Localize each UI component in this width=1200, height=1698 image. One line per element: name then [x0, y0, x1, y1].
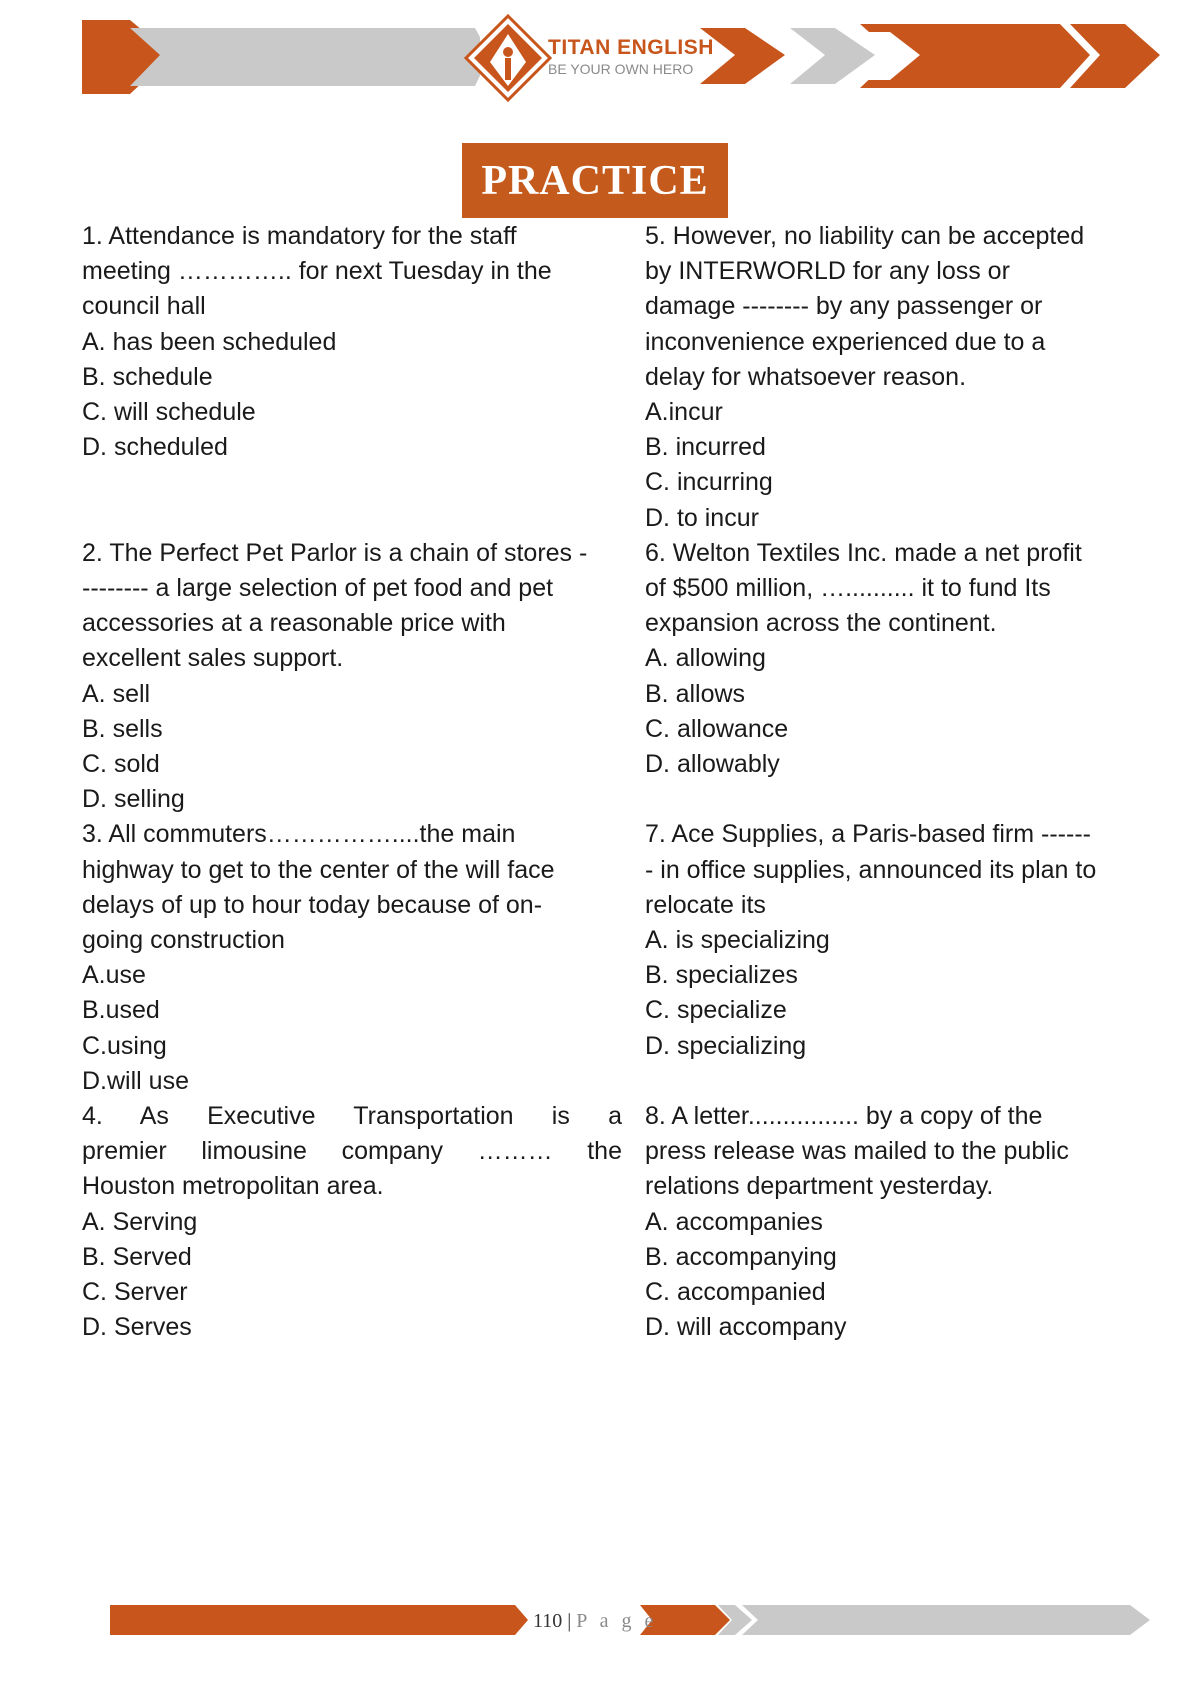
answer-option: A. Serving — [82, 1207, 198, 1236]
question-text-line: inconvenience experienced due to a — [645, 327, 1046, 356]
question-stem: 8. A letter................ by a copy of the — [645, 1102, 1043, 1131]
question-text-line: excellent sales support. — [82, 644, 344, 673]
answer-option: D. selling — [82, 785, 185, 814]
page-number-value: 110 — [533, 1610, 563, 1632]
answer-option: B.used — [82, 996, 160, 1025]
question-text-line: delay for whatsoever reason. — [645, 362, 967, 391]
answer-option: C. specialize — [645, 996, 787, 1025]
answer-option: A.use — [82, 961, 146, 990]
answer-option: B. schedule — [82, 362, 213, 391]
spacer — [82, 465, 622, 535]
answer-option: C.using — [82, 1031, 167, 1060]
question-text-line: delays of up to hour today because of on- — [82, 890, 543, 919]
question-text-line: of $500 million, ….......... it to fund Its — [645, 574, 1051, 603]
page-label: P a g e — [576, 1610, 658, 1632]
question-text-line: premier limousine company ……… the — [82, 1137, 622, 1166]
question-text-line: relocate its — [645, 890, 766, 919]
question-block — [645, 536, 1135, 818]
answer-option: B. accompanying — [645, 1242, 837, 1271]
answer-option: A. has been scheduled — [82, 327, 337, 356]
question-stem: 7. Ace Supplies, a Paris-based firm ------ — [645, 820, 1091, 849]
answer-option: C. allowance — [645, 714, 789, 743]
brand-tagline: BE YOUR OWN HERO — [548, 61, 694, 77]
question-stem: 6. Welton Textiles Inc. made a net profit — [645, 538, 1082, 567]
question-stem: 3. All commuters……………....the main — [82, 820, 516, 849]
answer-option: A.incur — [645, 398, 723, 427]
question-text-line: expansion across the continent. — [645, 609, 997, 638]
question-text-line: council hall — [82, 292, 206, 321]
question-text-line: relations department yesterday. — [645, 1172, 994, 1201]
answer-option: D. allowably — [645, 750, 780, 779]
page-title: PRACTICE — [481, 157, 709, 204]
question-text-line: -------- a large selection of pet food and pet — [82, 574, 554, 603]
spacer — [645, 1064, 1135, 1099]
page-number-separator: | — [562, 1610, 577, 1632]
answer-option: A. accompanies — [645, 1207, 823, 1236]
brand-lockup — [548, 36, 714, 78]
spacer — [645, 782, 1135, 817]
answer-option: D. will accompany — [645, 1313, 847, 1342]
question-block — [82, 536, 622, 818]
questions-column-right — [645, 219, 1135, 1345]
answer-option: D. specializing — [645, 1031, 807, 1060]
answer-option: C. sold — [82, 750, 160, 779]
question-text-line: accessories at a reasonable price with — [82, 609, 506, 638]
question-block — [82, 219, 622, 536]
questions-column-left — [82, 219, 622, 1345]
answer-option: B. Served — [82, 1242, 192, 1271]
question-stem: 2. The Perfect Pet Parlor is a chain of stores - — [82, 538, 588, 567]
question-stem: 4. As Executive Transportation is a — [82, 1102, 622, 1131]
answer-option: A. sell — [82, 679, 151, 708]
titan-logo-icon — [466, 16, 550, 100]
question-text-line: press release was mailed to the public — [645, 1137, 1069, 1166]
question-block — [645, 817, 1135, 1099]
answer-option: D. scheduled — [82, 433, 228, 462]
question-text-line: meeting ………….. for next Tuesday in the — [82, 257, 552, 286]
question-block — [82, 1099, 622, 1345]
answer-option: C. Server — [82, 1278, 188, 1307]
question-text-line: going construction — [82, 926, 285, 955]
answer-option: A. allowing — [645, 644, 766, 673]
answer-option: D. to incur — [645, 503, 759, 532]
question-text-line: - in office supplies, announced its plan to — [645, 855, 1097, 884]
page-number — [533, 1609, 657, 1633]
answer-option: A. is specializing — [645, 926, 830, 955]
question-block — [645, 1099, 1135, 1345]
answer-option: C. incurring — [645, 468, 773, 497]
question-stem: 5. However, no liability can be accepted — [645, 222, 1085, 250]
answer-option: B. incurred — [645, 433, 766, 462]
question-text-line: by INTERWORLD for any loss or — [645, 257, 1010, 286]
answer-option: C. accompanied — [645, 1278, 826, 1307]
question-text-line: Houston metropolitan area. — [82, 1172, 384, 1201]
answer-option: B. sells — [82, 714, 163, 743]
answer-option: D.will use — [82, 1066, 189, 1095]
answer-option: B. allows — [645, 679, 746, 708]
practice-title-box — [462, 143, 728, 218]
brand-name: TITAN ENGLISH — [548, 36, 714, 59]
answer-option: C. will schedule — [82, 398, 256, 427]
question-block — [82, 817, 622, 1099]
question-stem: 1. Attendance is mandatory for the staff — [82, 222, 517, 250]
answer-option: B. specializes — [645, 961, 798, 990]
question-block — [645, 219, 1135, 536]
question-text-line: damage -------- by any passenger or — [645, 292, 1043, 321]
question-text-line: highway to get to the center of the will face — [82, 855, 555, 884]
answer-option: D. Serves — [82, 1313, 192, 1342]
